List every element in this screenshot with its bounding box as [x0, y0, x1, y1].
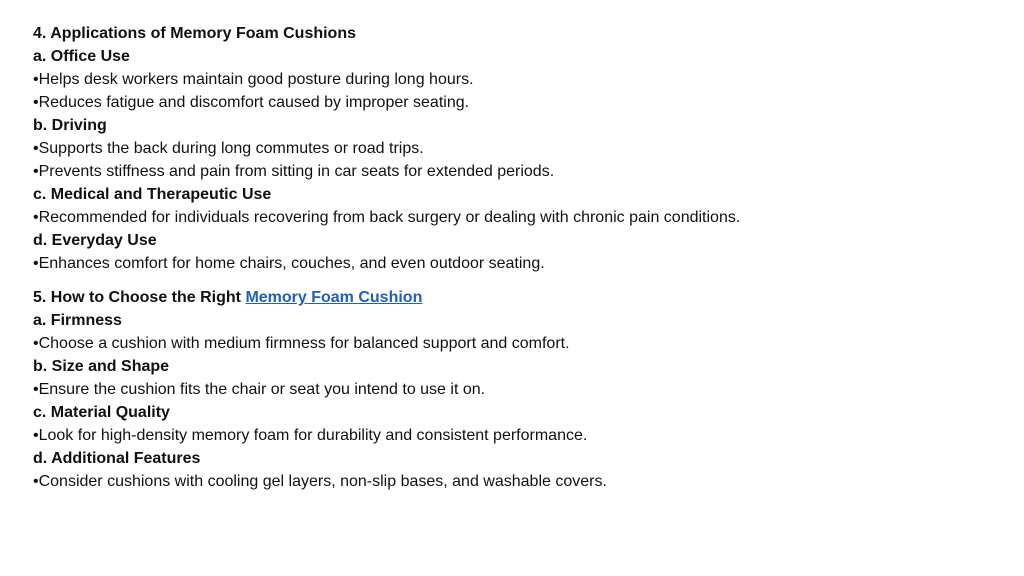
firmness-heading: a. Firmness [33, 312, 122, 329]
section-5-title-prefix: 5. How to Choose the Right [33, 289, 246, 306]
list-item: •Prevents stiffness and pain from sitting in car seats for extended periods. [33, 163, 555, 180]
driving-heading: b. Driving [33, 117, 107, 134]
medical-use-heading: c. Medical and Therapeutic Use [33, 186, 272, 203]
section-spacer [33, 275, 1003, 286]
list-item: •Ensure the cushion fits the chair or seat you intend to use it on. [33, 381, 486, 398]
memory-foam-cushion-link[interactable]: Memory Foam Cushion [245, 289, 423, 306]
list-item: •Consider cushions with cooling gel layers, non-slip bases, and washable covers. [33, 473, 607, 490]
material-quality-heading: c. Material Quality [33, 404, 170, 421]
section-4-title: 4. Applications of Memory Foam Cushions [33, 25, 356, 42]
size-shape-heading: b. Size and Shape [33, 358, 170, 375]
list-item: •Choose a cushion with medium firmness for balanced support and comfort. [33, 335, 570, 352]
section-5-title [33, 286, 1003, 309]
list-item: •Look for high-density memory foam for durability and consistent performance. [33, 427, 588, 444]
list-item: •Enhances comfort for home chairs, couches, and even outdoor seating. [33, 255, 545, 272]
list-item: •Helps desk workers maintain good posture during long hours. [33, 71, 474, 88]
list-item: •Supports the back during long commutes or road trips. [33, 140, 424, 157]
list-item: •Recommended for individuals recovering from back surgery or dealing with chronic pain conditions. [33, 209, 741, 226]
slide-content [33, 22, 1003, 493]
office-use-heading: a. Office Use [33, 48, 130, 65]
everyday-use-heading: d. Everyday Use [33, 232, 157, 249]
additional-features-heading: d. Additional Features [33, 450, 201, 467]
list-item: •Reduces fatigue and discomfort caused by improper seating. [33, 94, 470, 111]
